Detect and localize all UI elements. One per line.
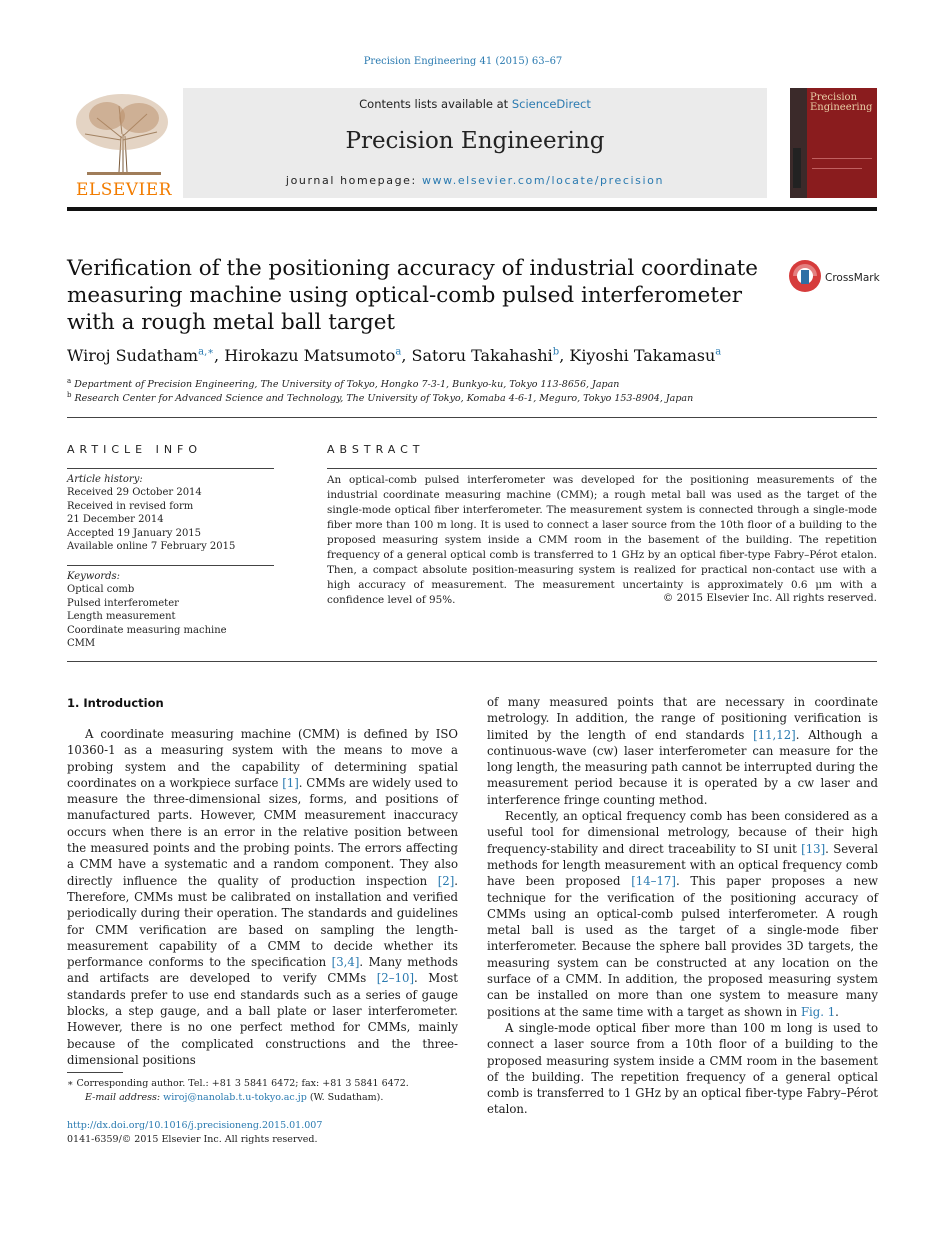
keyword-item: CMM <box>67 638 96 650</box>
homepage-line: journal homepage: www.elsevier.com/locate/precision <box>285 174 665 187</box>
affiliation-b: $^b$ Research Center for Advanced Science and Technology, The University of Tokyo, Komaba 4-6-1, Meguro, Tokyo 153-8904, Japan <box>67 391 694 405</box>
issn-line: 0141-6359/© 2015 Elsevier Inc. All rights reserved. <box>67 1133 318 1145</box>
doi-link[interactable]: http://dx.doi.org/10.1016/j.precisioneng.2015.01.007 <box>67 1120 323 1131</box>
abstract-copyright: © 2015 Elsevier Inc. All rights reserved. <box>662 592 877 604</box>
journal-reference[interactable]: Precision Engineering 41 (2015) 63–67 <box>363 56 563 67</box>
crossmark-badge[interactable] <box>788 258 880 294</box>
article-history <box>67 473 274 553</box>
citation-link[interactable]: [13] <box>801 841 826 856</box>
keyword-item: Length measurement <box>67 611 176 623</box>
email-line: E-mail address: wiroj@nanolab.t.u-tokyo.ac.jp (W. Sudatham). <box>85 1091 384 1103</box>
citation-link[interactable]: [2–10] <box>376 971 415 986</box>
cover-decoration <box>790 138 877 198</box>
corresponding-author: ∗ Corresponding author. Tel.: +81 3 5841 6472; fax: +81 3 5841 6472. <box>67 1078 409 1089</box>
author-affil-mark[interactable]: a <box>715 346 722 358</box>
author-name: Wiroj Sudatham <box>67 346 199 365</box>
history-label: Article history: <box>67 474 143 485</box>
author-affil-mark[interactable]: a <box>395 346 402 358</box>
email-link[interactable]: wiroj@nanolab.t.u-tokyo.ac.jp <box>163 1091 307 1103</box>
citation-link[interactable]: [3,4] <box>331 955 360 970</box>
author-name: Kiyoshi Takamasu <box>569 346 716 365</box>
article-info-heading: ARTICLE INFO <box>67 443 203 456</box>
history-item: Accepted 19 January 2015 <box>67 527 202 539</box>
history-item: Received in revised form <box>67 500 194 512</box>
doi-block <box>67 1119 322 1146</box>
footnote <box>67 1077 467 1104</box>
keywords-label: Keywords: <box>67 571 121 582</box>
journal-header <box>67 88 877 200</box>
history-item: Received 29 October 2014 <box>67 487 202 499</box>
paragraph: A coordinate measuring machine (CMM) is defined by ISO 10360-1 as a measuring system with the means to move a probing system and the capability of determining spatial coordinates on a workpiece surface [1]. CMMs are widely used to measure the three-dimensional sizes, forms, and positions of manufactured parts. However, CMM measurement inaccuracy occurs when there is an error in the relative position between the measured points and the probing points. The errors affecting a CMM have a systematic and a random component. They also directly influence the quality of production inspection [2]. Therefore, CMMs must be calibrated on installation and verified periodically during their operation. The standards and guidelines for CMM verification are based on sampling the length-measurement capability of a CMM to decide whether its performance conforms to the specification [3,4]. Many methods and artifacts are developed to verify CMMs [2–10]. Most standards prefer to use end standards such as a series of gauge blocks, a step gauge, and a ball plate or laser interferometer. However, there is no one perfect method for CMMs, mainly because of the complicated constructions and the three-dimensional positions <box>67 727 458 1067</box>
author-name: Satoru Takahashi <box>411 346 553 365</box>
paragraph: A single-mode optical fiber more than 100 m long is used to connect a laser source from a 10th floor of a building to the proposed measuring system inside a CMM room in the basement of the building. The repetition frequency of a general optical comb is transferred to 1 GHz by an optical fiber-type Fabry–Pérot etalon. <box>487 1020 878 1117</box>
divider <box>67 417 877 418</box>
contents-line: Contents lists available at ScienceDirect <box>359 97 591 111</box>
author-name: Hirokazu Matsumoto <box>224 346 396 365</box>
journal-title: Precision Engineering <box>345 128 605 154</box>
citation-link[interactable]: [11,12] <box>753 727 796 742</box>
body-column-left <box>67 726 458 1068</box>
history-item: 21 December 2014 <box>67 514 164 526</box>
abstract-text: An optical-comb pulsed interferometer was developed for the positioning measurements of the industrial coordinate measuring machine (CMM); a rough metal ball was used as the target of the single-mode optical fiber interferometer. The measurement system is connected through a single-mode fiber more than 100 m long. It is used to connect a laser source from the 10th floor of a building to the proposed measuring system inside a CMM room in the basement of the building. The repetition frequency of a general optical comb is transferred to 1 GHz by an optical fiber-type Fabry–Pérot etalon. Then, a compact absolute position-measuring system is realized for practical non-contact use with a high accuracy of measurement. The measurement uncertainty is approximately 0.6 μm with a confidence level of 95%. <box>327 474 877 606</box>
divider <box>67 468 274 469</box>
paragraph: of many measured points that are necessary in coordinate metrology. In addition, the range of positioning verification is limited by the length of end standards [11,12]. Although a continuous-wave (cw) laser interferometer can measure for the long length, the measuring path cannot be interrupted during the measurement period because it is operated by a cw laser and interference fringe counting method. <box>487 695 878 807</box>
history-item: Available online 7 February 2015 <box>67 541 236 553</box>
keyword-item: Optical comb <box>67 584 135 596</box>
citation-link[interactable]: [14–17] <box>631 874 676 889</box>
author-affil-mark[interactable]: b <box>552 346 560 358</box>
author-affil-mark[interactable]: a,∗ <box>198 346 215 358</box>
keyword-item: Pulsed interferometer <box>67 597 179 609</box>
affiliation-a: $^a$ Department of Precision Engineering, The University of Tokyo, Hongko 7-3-1, Bunkyo-ku, Tokyo 113-8656, Japan <box>67 377 620 391</box>
cover-title: Precision Engineering <box>810 92 873 113</box>
section-heading: 1. Introduction <box>67 696 164 710</box>
paragraph: Recently, an optical frequency comb has been considered as a useful tool for dimensional metrology, because of their high frequency-stability and direct traceability to SI unit [13]. Several methods for length measurement with an optical frequency comb have been proposed [14–17]. This paper proposes a new technique for the verification of the positioning accuracy of CMMs using an optical-comb pulsed interferometer. A rough metal ball is used as the target of a single-mode fiber interferometer. Because the sphere ball provides 3D targets, the measuring system can be constructed at any location on the surface of a CMM. In addition, the proposed measuring system can be installed on more than one system to measure many positions at the same time with a target as shown in Fig. 1. <box>487 809 878 1019</box>
footnote-rule <box>67 1072 123 1073</box>
keywords <box>67 570 274 650</box>
crossmark-label: CrossMark <box>825 272 880 284</box>
divider <box>67 661 877 662</box>
divider <box>67 565 274 566</box>
figure-link[interactable]: Fig. 1 <box>800 1004 836 1019</box>
citation-link[interactable]: [1] <box>282 775 299 790</box>
divider <box>327 468 877 469</box>
journal-cover-image <box>790 88 877 198</box>
article-title: Verification of the positioning accuracy of industrial coordinate measuring machine using optical-comb pulsed interferometer with a rough metal ball target <box>67 256 758 335</box>
header-rule <box>67 207 877 211</box>
citation-link[interactable]: [2] <box>437 873 455 888</box>
elsevier-logo <box>67 88 181 200</box>
elsevier-wordmark: ELSEVIER <box>76 180 172 200</box>
keyword-item: Coordinate measuring machine <box>67 624 227 636</box>
body-column-right <box>487 694 878 1118</box>
abstract-heading: ABSTRACT <box>327 443 425 456</box>
sciencedirect-link[interactable]: ScienceDirect <box>511 97 591 111</box>
journal-banner <box>183 88 767 198</box>
author-list: Wiroj Sudatham$^{a,∗}$, Hirokazu Matsumoto$^a$, Satoru Takahashi$^b$, Kiyoshi Takamasu$^a$ <box>67 346 722 365</box>
homepage-link[interactable]: www.elsevier.com/locate/precision <box>421 174 665 187</box>
